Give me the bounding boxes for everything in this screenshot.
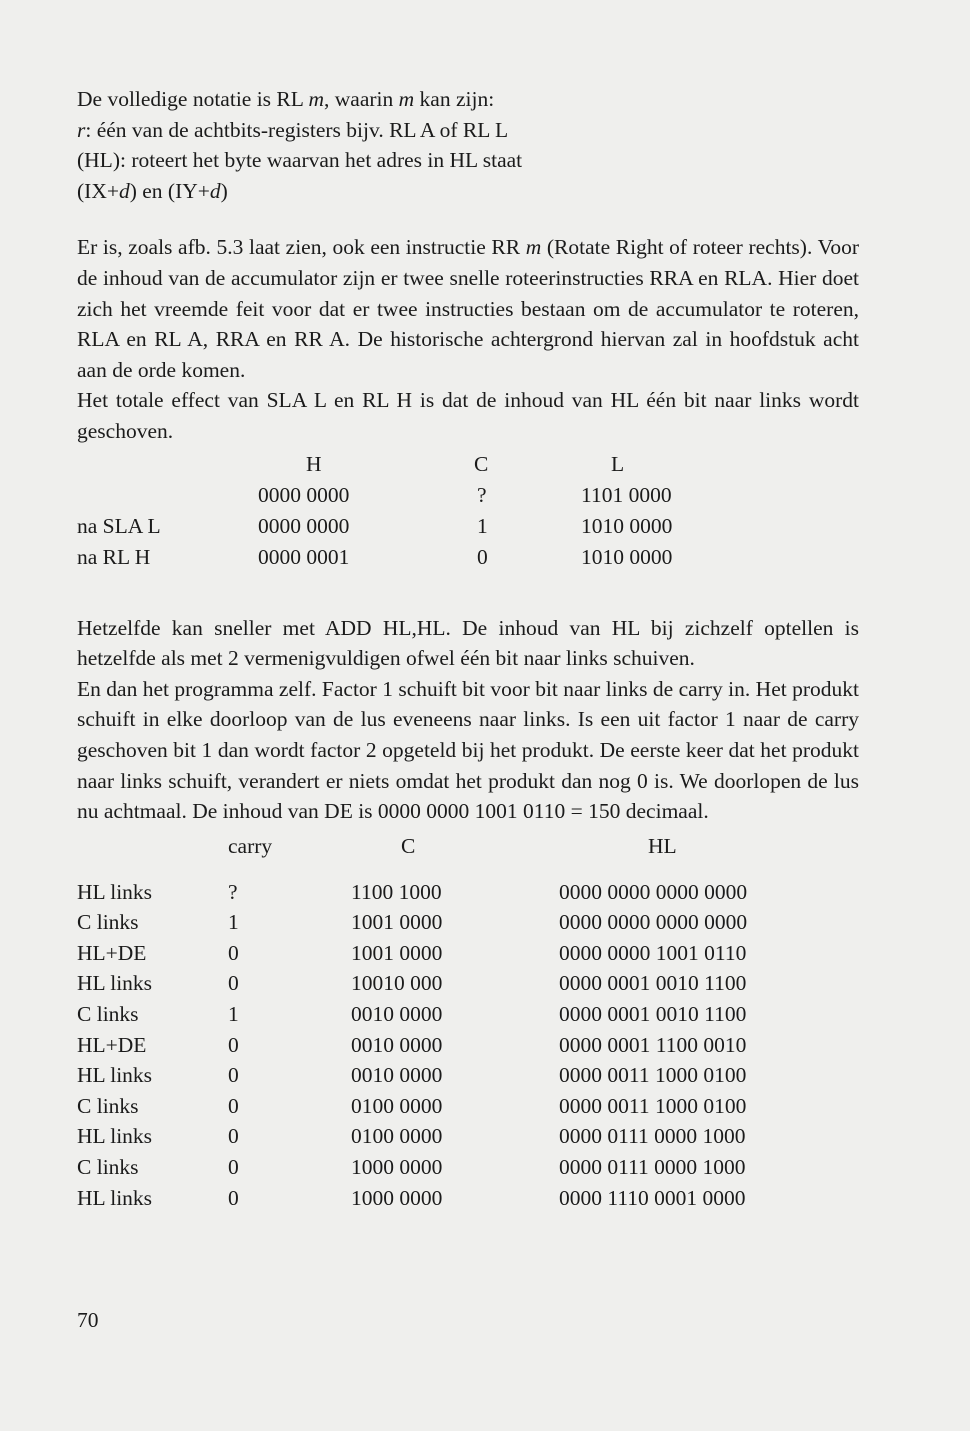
table2-cell-hl: 0000 0011 1000 0100 <box>559 1063 747 1088</box>
intro-line-1: De volledige notatie is RL m, waarin m kan zijn: <box>77 87 495 111</box>
paragraph-rotate-right: Er is, zoals afb. 5.3 laat zien, ook een instructie RR m (Rotate Right of roteer rechts). Voor de inhoud van de accumulator zijn er twee snelle roteerinstructies RRA en RLA. Hier doet zich het vreemde feit voor dat er twee instructies bestaan om de accumulator te roteren, RLA en RL A, RRA en RR A. De historische achtergrond hiervan zal in hoofdstuk acht aan de orde komen. <box>77 235 859 382</box>
table2-cell-c: 1100 1000 <box>351 879 442 904</box>
table2-cell-hl: 0000 0001 0010 1100 <box>559 1002 747 1027</box>
table2-cell-hl: 0000 1110 0001 0000 <box>559 1185 746 1210</box>
intro-line-4: (IX+d) en (IY+d) <box>77 178 228 203</box>
table2-cell-hl: 0000 0000 0000 0000 <box>559 879 748 904</box>
table2-cell-c: 0010 0000 <box>351 1002 443 1027</box>
page-number: 70 <box>77 1308 99 1332</box>
table2-cell-c: 0100 0000 <box>351 1124 443 1149</box>
table2-cell-carry: 1 <box>228 910 239 935</box>
table2-cell-carry: ? <box>228 879 238 904</box>
table2-row-label: C links <box>77 1155 139 1180</box>
table2-cell-c: 1000 0000 <box>351 1155 443 1180</box>
paragraph-program: En dan het programma zelf. Factor 1 schuift bit voor bit naar links de carry in. Het produkt schuift in elke doorloop van de lus eveneens naar links. Is een uit factor 1 naar de carry geschoven bit 1 dan wordt factor 2 opgeteld bij het produkt. De eerste keer dat het produkt naar links schuift, verandert er niets omdat het produkt dan nog 0 is. We doorlopen de lus nu achtmaal. De inhoud van DE is 0000 0000 1001 0110 = 150 decimaal. <box>77 676 859 824</box>
table2-cell-hl: 0000 0111 0000 1000 <box>559 1155 746 1180</box>
table2-cell-carry: 1 <box>228 1002 239 1027</box>
table2-cell-c: 10010 000 <box>351 971 443 996</box>
table1-cell-c: ? <box>477 482 487 507</box>
table2-cell-c: 0010 0000 <box>351 1063 443 1088</box>
table2-cell-carry: 0 <box>228 1155 239 1180</box>
table1-header-h: H <box>306 451 322 476</box>
table2-row-label: HL links <box>77 1185 153 1210</box>
table1-cell-c: 0 <box>477 544 488 569</box>
table2-cell-c: 1000 0000 <box>351 1185 443 1210</box>
table2-cell-hl: 0000 0000 1001 0110 <box>559 940 747 965</box>
table2-cell-c: 1001 0000 <box>351 940 443 965</box>
table2-row-label: C links <box>77 910 139 935</box>
table2-cell-hl: 0000 0000 0000 0000 <box>559 910 748 935</box>
table1-cell-h: 0000 0000 <box>258 482 350 507</box>
table2-row-label: C links <box>77 1002 139 1027</box>
table2-cell-carry: 0 <box>228 971 239 996</box>
table1-cell-h: 0000 0000 <box>258 513 350 538</box>
table2-row-label: HL links <box>77 971 153 996</box>
table2-cell-carry: 0 <box>228 1185 239 1210</box>
table2-header-hl: HL <box>648 833 677 858</box>
table2-cell-carry: 0 <box>228 1124 239 1149</box>
table2-row-label: HL+DE <box>77 1032 147 1057</box>
intro-line-2: r: één van de achtbits-registers bijv. RL A of RL L <box>77 117 509 142</box>
paragraph-add-hl: Hetzelfde kan sneller met ADD HL,HL. De inhoud van HL bij zichzelf optellen is hetzelfde als met 2 vermenigvuldigen ofwel één bit naar links schuiven. <box>77 615 859 671</box>
table2-header-carry: carry <box>228 833 273 858</box>
table1-header-l: L <box>611 451 625 476</box>
table2-header-c: C <box>401 833 416 858</box>
table2-cell-hl: 0000 0011 1000 0100 <box>559 1093 747 1118</box>
table1-cell-l: 1010 0000 <box>581 513 673 538</box>
table2-row-label: HL links <box>77 1124 153 1149</box>
table2-cell-hl: 0000 0001 0010 1100 <box>559 971 747 996</box>
table2-cell-c: 1001 0000 <box>351 910 443 935</box>
table2-cell-hl: 0000 0111 0000 1000 <box>559 1124 746 1149</box>
table2-cell-hl: 0000 0001 1100 0010 <box>559 1032 747 1057</box>
table1-row-label: na SLA L <box>77 513 161 538</box>
table2-cell-c: 0100 0000 <box>351 1093 443 1118</box>
table2-cell-carry: 0 <box>228 1032 239 1057</box>
table2-cell-carry: 0 <box>228 1093 239 1118</box>
table1-cell-l: 1010 0000 <box>581 544 673 569</box>
table2-row-label: HL+DE <box>77 940 147 965</box>
table2-cell-carry: 0 <box>228 940 239 965</box>
paragraph-total-effect: Het totale effect van SLA L en RL H is dat de inhoud van HL één bit naar links wordt geschoven. <box>77 388 859 443</box>
register-table-shift <box>77 449 859 573</box>
table1-cell-l: 1101 0000 <box>581 482 672 507</box>
table2-cell-c: 0010 0000 <box>351 1032 443 1057</box>
table2-row-label: HL links <box>77 879 153 904</box>
intro-line-3: (HL): roteert het byte waarvan het adres in HL staat <box>77 148 523 173</box>
table1-row-label: na RL H <box>77 544 151 569</box>
table2-row-label: C links <box>77 1093 139 1118</box>
table2-row-label: HL links <box>77 1063 153 1088</box>
table1-cell-c: 1 <box>477 513 488 538</box>
table1-header-c: C <box>474 451 489 476</box>
multiplication-trace-table <box>77 831 859 1211</box>
table2-cell-carry: 0 <box>228 1063 239 1088</box>
page-body <box>77 84 859 1211</box>
table1-cell-h: 0000 0001 <box>258 544 350 569</box>
